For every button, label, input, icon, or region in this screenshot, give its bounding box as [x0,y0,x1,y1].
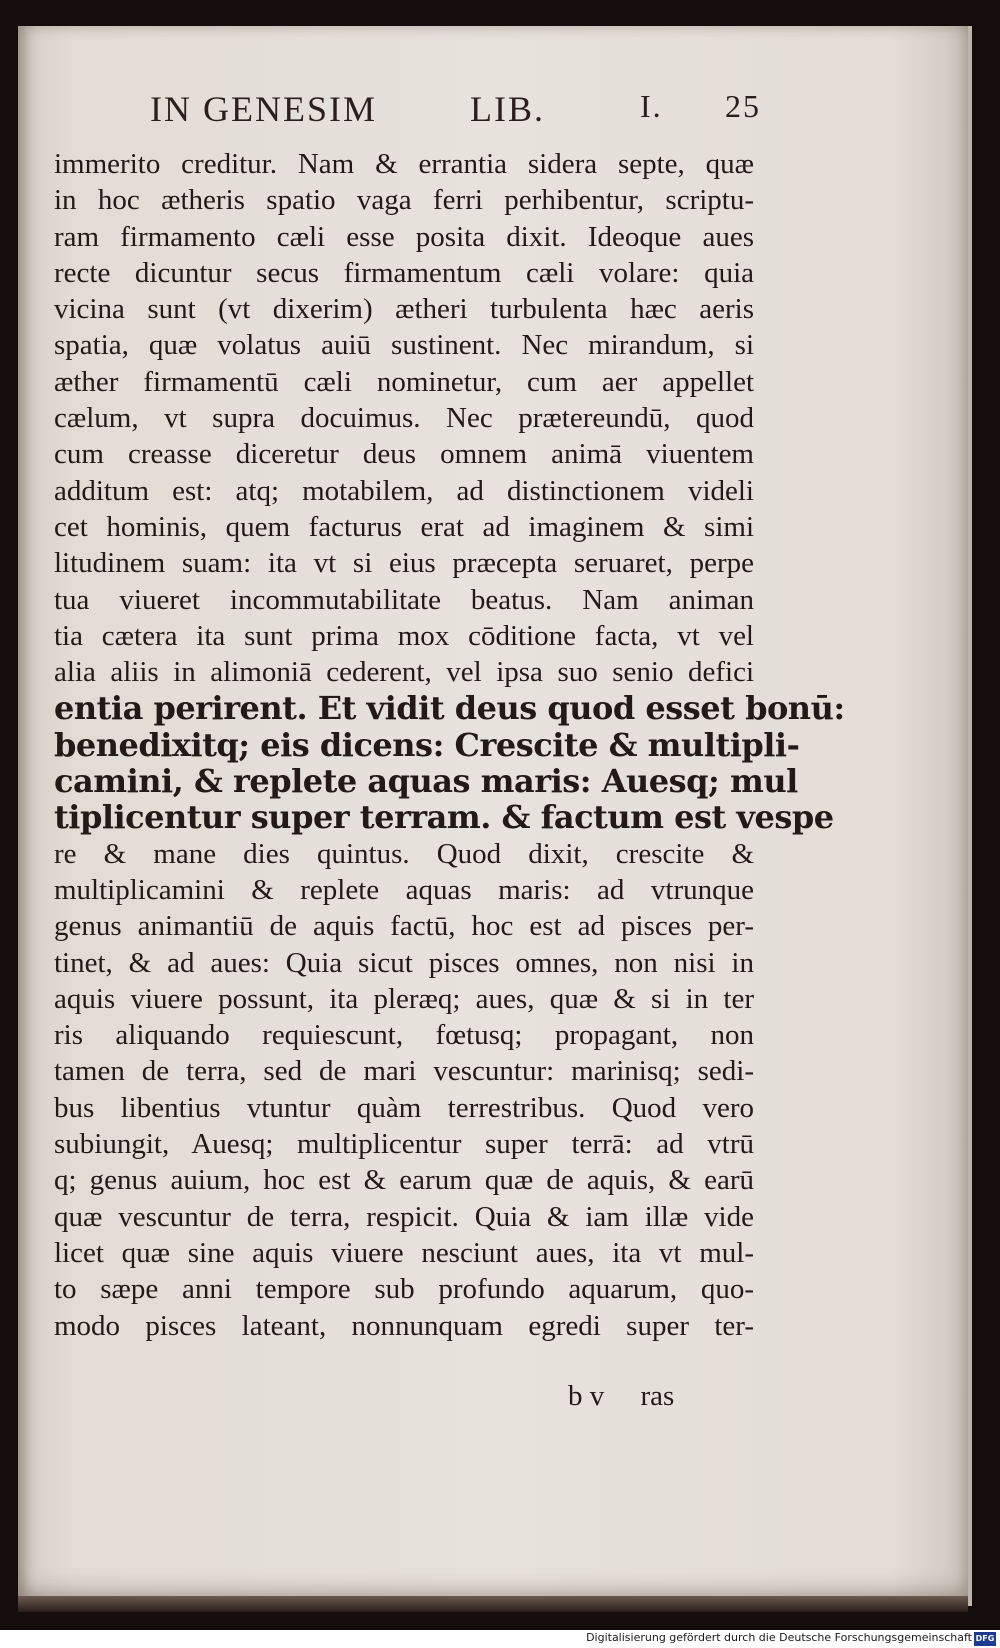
running-head-title: IN GENESIM [150,89,377,129]
blackletter-text-line: benedixitq; eis dicens: Crescite & multipli- [54,725,800,764]
text-line: licet quæ sine aquis viuere nesciunt aues, ita vt mul- [54,1236,754,1269]
text-line: to sæpe anni tempore sub profundo aquarum, quo- [54,1273,754,1306]
blackletter-text-line: tiplicentur super terram. & factum est vespe [54,798,834,837]
running-head-book-number: I. [640,88,663,124]
text-line: genus animantiū de aquis factū, hoc est ad pisces per- [54,910,754,943]
text-line: spatia, quæ volatus auiū sustinent. Nec mirandum, si [54,329,754,362]
page-number: 25 [725,88,761,124]
text-line: cælum, vt supra docuimus. Nec prætereundū, quod [54,402,754,435]
text-line: bus libentius vtuntur quàm terrestribus. Quod vero [54,1091,754,1124]
text-line: tia cætera ita sunt prima mox cōditione facta, vt vel [54,619,754,652]
text-line: in hoc ætheris spatio vaga ferri perhibentur, scriptu- [54,184,754,217]
text-line: re & mane dies quintus. Quod dixit, crescite & [54,837,754,870]
funding-credit: Digitalisierung gefördert durch die Deutsche Forschungsgemeinschaft [586,1631,972,1644]
page-bottom-edge [18,1596,968,1612]
signature-catchword: b v ras [568,1380,675,1412]
text-line: alia aliis in alimoniā cederent, vel ipsa suo senio defici [54,656,754,689]
text-line: litudinem suam: ita vt si eius præcepta seruaret, perpe [54,547,754,580]
blackletter-text-line: camini, & replete aquas maris: Auesq; mul [54,762,798,801]
body-text [54,146,845,1344]
text-line: aquis viuere possunt, ita pleræq; aues, quæ & si in ter [54,982,754,1015]
text-line: tinet, & ad aues: Quia sicut pisces omnes, non nisi in [54,946,754,979]
text-line: modo pisces lateant, nonnunquam egredi super ter- [54,1309,754,1342]
text-line: quæ vescuntur de terra, respicit. Quia & iam illæ vide [54,1200,754,1233]
text-line: ris aliquando requiescunt, fœtusq; propagant, non [54,1019,754,1052]
text-line: recte dicuntur secus firmamentum cæli volare: quia [54,256,754,289]
dfg-logo-icon: DFG [974,1632,996,1646]
text-line: tamen de terra, sed de mari vescuntur: marinisq; sedi- [54,1055,754,1088]
text-line: cet hominis, quem facturus erat ad imaginem & simi [54,510,754,543]
blackletter-text-line: entia perirent. Et vidit deus quod esset bonū: [54,689,845,728]
text-line: æther firmamentū cæli nominetur, cum aer appellet [54,365,754,398]
text-line: cum creasse diceretur deus omnem animā viuentem [54,438,754,471]
text-line: multiplicamini & replete aquas maris: ad vtrunque [54,873,754,906]
text-line: subiungit, Auesq; multiplicentur super terrā: ad vtrū [54,1128,754,1161]
text-line: ram firmamento cæli esse posita dixit. Ideoque aues [54,220,754,253]
text-line: additum est: atq; motabilem, ad distinctionem videli [54,474,754,507]
text-line: vicina sunt (vt dixerim) ætheri turbulenta hæc aeris [54,293,754,326]
running-head-book: LIB. [470,89,545,129]
running-head [150,88,770,134]
text-line: q; genus auium, hoc est & earum quæ de aquis, & earū [54,1164,754,1197]
text-line: immerito creditur. Nam & errantia sidera septe, quæ [54,148,754,180]
text-line: tua viueret incommutabilitate beatus. Nam animan [54,583,754,616]
